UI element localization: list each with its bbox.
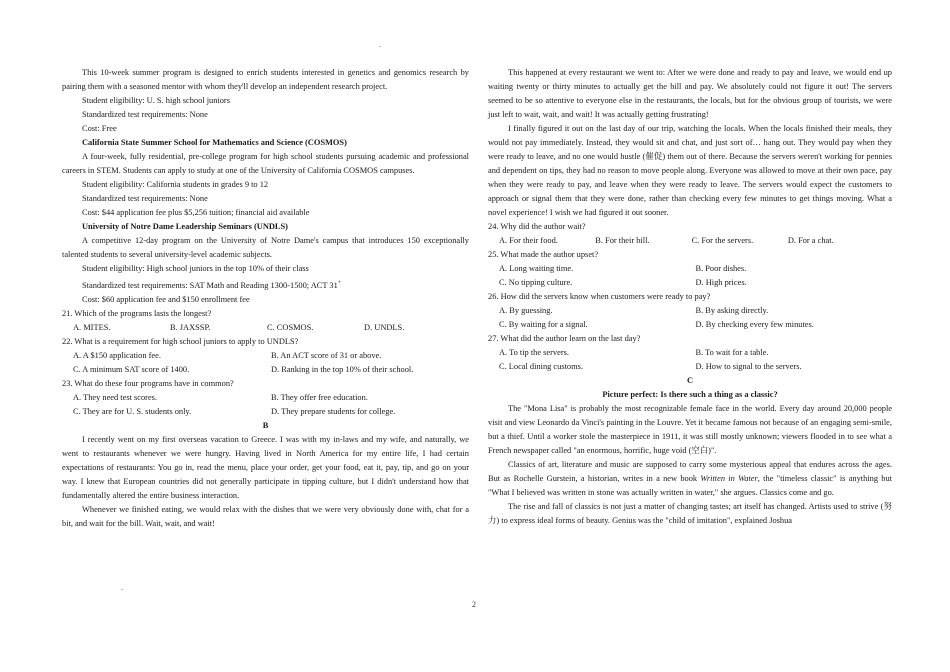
option-d: D. Ranking in the top 10% of their school. — [271, 364, 414, 374]
left-column — [62, 66, 469, 531]
eligibility-text: Student eligibility: U. S. high school juniors — [82, 96, 230, 105]
question-23-options — [62, 391, 469, 419]
question-23: 23. What do these four programs have in common? — [62, 378, 234, 388]
undls-cost: Cost: $60 application fee and $150 enrollment fee — [82, 294, 250, 304]
cost-text: Cost: Free — [82, 124, 117, 133]
cosmos-eligibility: Student eligibility: California students in grades 9 to 12 — [82, 180, 269, 189]
option-b: B. JAXSSP. — [170, 322, 211, 332]
cosmos-cost: Cost: $44 application fee plus $5,256 tuition; financial aid available — [82, 208, 310, 217]
question-26-options — [488, 304, 892, 332]
option-d: D. UNDLS. — [364, 322, 405, 332]
top-mark: . — [379, 40, 381, 49]
option-b: B. By asking directly. — [695, 306, 769, 315]
option-a: A. Long waiting time. — [499, 264, 574, 273]
option-a: A. MITES. — [73, 322, 111, 332]
passage-b-paragraph-3: This happened at every restaurant we went to: After we were done and ready to pay and leave, we would end up waiting twenty or thirty minutes to actually get the bill and pay. We absolutely could not figure it out! The servers seemed to be so attentive to everyone else in the restaurants, the locals, but for the obvious group of tourists, we were just left to wait, wait, and wait! It was actually getting frustrating! — [488, 68, 892, 119]
passage-b-paragraph-2: Whenever we finished eating, we would relax with the dishes that we were very obviously done with, chat for a bit, and wait for the bill. Wait, wait, and wait! — [62, 504, 469, 528]
question-26: 26. How did the servers know when customers were ready to pay? — [488, 292, 711, 301]
question-22: 22. What is a requirement for high school juniors to apply to UNDLS? — [62, 336, 299, 346]
cosmos-description: A four-week, fully residential, pre-college program for high school students pursuing academic and professional careers in STEM. Students can apply to study at one of the University of California COSMOS campuses. — [62, 152, 469, 175]
option-d: D. They prepare students for college. — [271, 406, 396, 416]
option-a: A. A $150 application fee. — [73, 350, 161, 360]
question-22-options — [62, 349, 469, 377]
option-d: D. How to signal to the servers. — [695, 362, 802, 371]
section-b-heading: B — [262, 420, 269, 430]
program-description: This 10-week summer program is designed to enrich students interested in genetics and genomics research by pairing them with a seasoned mentor with whom they'll develop an independent research project. — [62, 68, 469, 91]
passage-c-title: Picture perfect: Is there such a thing as a classic? — [602, 390, 778, 399]
undls-heading: University of Notre Dame Leadership Seminars (UNDLS) — [82, 222, 288, 231]
undls-test-requirement: Standardized test requirements: SAT Math and Reading 1300-1500; ACT 31+ — [82, 280, 342, 290]
option-a: A. For their food. — [499, 236, 558, 245]
question-27: 27. What did the author learn on the last day? — [488, 334, 641, 343]
book-title: Written in Water — [700, 474, 758, 483]
option-b: B. An ACT score of 31 or above. — [271, 350, 382, 360]
passage-c-paragraph-3: The rise and fall of classics is not just a matter of changing tastes; art itself has changed. Artists used to strive (努力) to express ideal forms of beauty. Genius was the "child of imitation", explained Joshua — [488, 502, 892, 525]
bottom-mark: . — [121, 583, 123, 592]
question-24: 24. Why did the author wait? — [488, 222, 586, 231]
question-21-options — [62, 321, 469, 335]
question-25-options — [488, 262, 892, 290]
option-d: D. High prices. — [695, 278, 747, 287]
option-d: D. By checking every few minutes. — [695, 320, 814, 329]
page-number: 2 — [472, 600, 476, 609]
passage-c-paragraph-2: Classics of art, literature and music are supposed to carry some mysterious appeal that endures across the ages. But as Rochelle Gurstein, a historian, writes in a new book Written in Water, the "timeless classic" is anything but "What I believed was written in stone was actually written in water," she argues. Classics come and go. — [488, 460, 892, 497]
question-27-options — [488, 346, 892, 374]
option-c: C. They are for U. S. students only. — [73, 406, 192, 416]
option-c: C. COSMOS. — [267, 322, 314, 332]
superscript-mark: + — [337, 280, 342, 286]
passage-c-paragraph-1: The "Mona Lisa" is probably the most recognizable female face in the world. Every day around 20,000 people visit and view Leonardo da Vinci's painting in the Louvre. Yet it became famous not because of an engaging semi-smile, but a thief. Until a worker stole the masterpiece in 1911, it was still mostly unknown; viewers flooded in to see what a French newspaper called "an enormous, horrific, huge void (空白)". — [488, 404, 892, 455]
option-b: B. Poor dishes. — [695, 264, 747, 273]
option-c: C. Local dining customs. — [499, 362, 583, 371]
option-b: B. For their bill. — [595, 236, 650, 245]
option-c: C. For the servers. — [691, 236, 754, 245]
cosmos-heading: California State Summer School for Mathematics and Science (COSMOS) — [82, 138, 347, 147]
undls-description: A competitive 12-day program on the University of Notre Dame's campus that introduces 150 exceptionally talented students to several university-level academic subjects. — [62, 236, 469, 259]
option-c: C. No tipping culture. — [499, 278, 573, 287]
cosmos-test-requirement: Standardized test requirements: None — [82, 194, 208, 203]
question-21: 21. Which of the programs lasts the longest? — [62, 308, 212, 318]
option-a: A. By guessing. — [499, 306, 553, 315]
right-column — [488, 66, 892, 528]
question-24-options — [488, 234, 892, 248]
section-c-heading: C — [686, 376, 694, 385]
option-b: B. To wait for a table. — [695, 348, 769, 357]
question-25: 25. What made the author upset? — [488, 250, 599, 259]
option-d: D. For a chat. — [787, 236, 834, 245]
option-b: B. They offer free education. — [271, 392, 368, 402]
test-requirement-text: Standardized test requirements: None — [82, 110, 208, 119]
option-c: C. By waiting for a signal. — [499, 320, 588, 329]
option-a: A. To tip the servers. — [499, 348, 569, 357]
passage-b-paragraph-1: I recently went on my first overseas vacation to Greece. I was with my in-laws and my wife, and naturally, we went to restaurants whenever we were hungry. Having lived in North America for my entire life, I had certain expectations of restaurants: You go in, read the menu, place your order, get your food, eat it, pay, tip, and go on your way. I knew that European countries did not generally participate in tipping culture, but I didn't understand how that fundamentally altered the entire business interaction. — [62, 434, 469, 500]
option-c: C. A minimum SAT score of 1400. — [73, 364, 190, 374]
passage-b-paragraph-4: I finally figured it out on the last day of our trip, watching the locals. When the locals finished their meals, they would not pay immediately. Instead, they would sit and chat, and just sort of… hang out. They would pay when they were ready to leave, and no one would hustle (催促) them out of there. Because the servers weren't working for pennies and dependent on tips, they had no reason to move people along. Everyone was allowed to move at their own pace, pay when they were ready to pay, and leave when they were ready to leave. The servers would expect the customers to approach or signal them that they were done, rather than checking every few minutes to get things moving. What a novel experience! I wish we had figured it out sooner. — [488, 124, 892, 217]
undls-eligibility: Student eligibility: High school juniors in the top 10% of their class — [82, 264, 309, 273]
option-a: A. They need test scores. — [73, 392, 158, 402]
